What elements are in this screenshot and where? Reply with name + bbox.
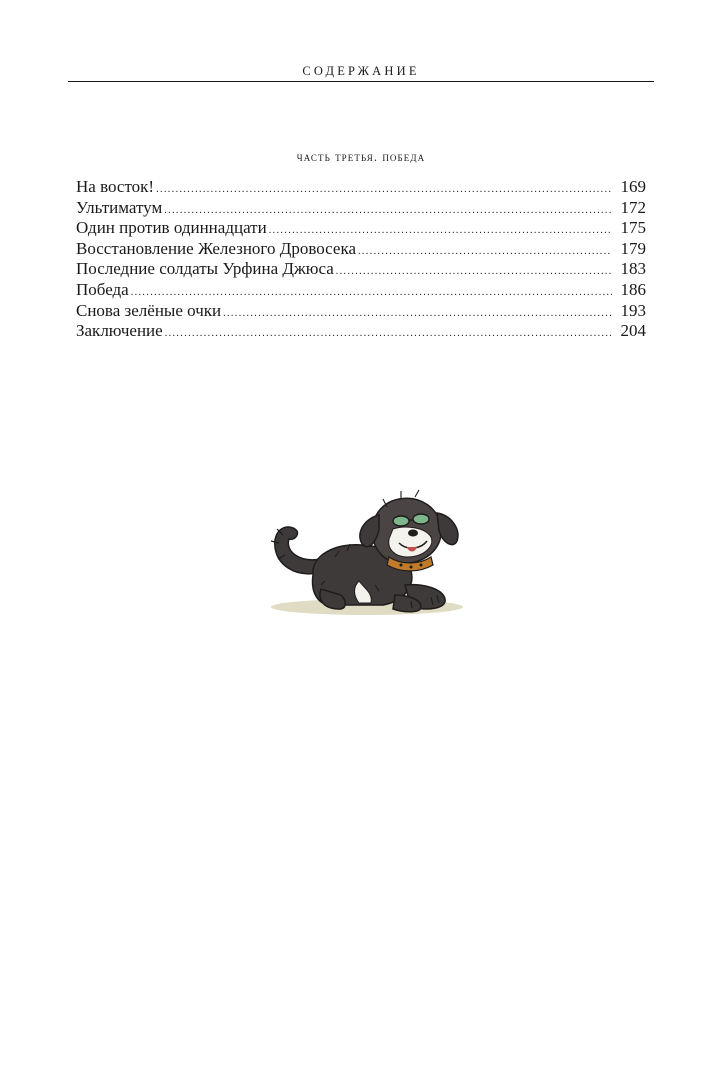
toc-entry-title: Победа — [76, 279, 129, 299]
toc-leader-dots — [165, 324, 612, 345]
toc-entry-title: Один против одиннадцати — [76, 218, 267, 238]
toc-entry-title: Восстановление Железного Дровосека — [76, 238, 356, 258]
toc-entry[interactable] — [76, 280, 646, 301]
toc-leader-dots — [358, 242, 612, 263]
header-rule — [68, 81, 654, 82]
toc-entry-title: Заключение — [76, 321, 163, 341]
toc-entry-title: Ультиматум — [76, 197, 163, 217]
toc-entry-page: 193 — [620, 300, 646, 320]
toc-entry-page: 179 — [620, 238, 646, 258]
toc-entry-page: 172 — [620, 197, 646, 217]
toc-entry[interactable] — [76, 301, 646, 322]
toc-leader-dots — [223, 304, 612, 325]
toc-entry[interactable] — [76, 321, 646, 342]
toc-entry[interactable] — [76, 239, 646, 260]
toc-entry-page: 186 — [620, 279, 646, 299]
toc-entry[interactable] — [76, 198, 646, 219]
table-of-contents — [76, 177, 646, 342]
toc-leader-dots — [156, 180, 612, 201]
toc-entry-title: На восток! — [76, 177, 155, 196]
running-head: СОДЕРЖАНИЕ — [302, 64, 420, 78]
toc-entry[interactable] — [76, 177, 646, 198]
toc-entry[interactable] — [76, 218, 646, 239]
toc-entry-page: 183 — [620, 259, 646, 279]
toc-leader-dots — [336, 262, 612, 283]
toc-entry-title: Последние солдаты Урфина Джюса — [76, 259, 334, 279]
section-title: часть третья. победа — [296, 150, 426, 164]
dog-illustration — [255, 485, 467, 625]
toc-entry[interactable] — [76, 259, 646, 280]
toc-entry-title: Снова зелёные очки — [76, 300, 222, 320]
toc-entry-page: 204 — [620, 321, 646, 341]
toc-entry-page: 169 — [620, 177, 646, 196]
toc-entry-page: 175 — [620, 218, 646, 238]
